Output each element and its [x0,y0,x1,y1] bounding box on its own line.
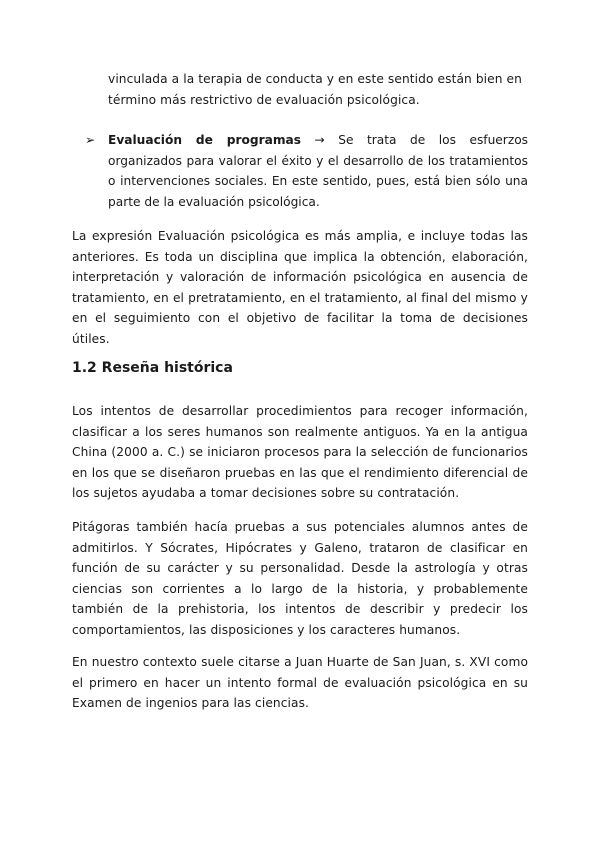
paragraph-pitagoras: Pitágoras también hacía pruebas a sus potenciales alumnos antes de admitirlos. Y Sócrates, Hipócrates y Galeno, trataron de clasificar en función de su carácter y su personalidad. Desde la astrología y otras ciencias son corrientes a lo largo de la historia, y probablemente también de la prehistoria, los intentos de describir y predecir los comportamientos, las disposiciones y los caracteres humanos. [72,520,528,637]
section-heading: 1.2 Reseña histórica [72,360,233,376]
bullet-text [108,130,528,212]
paragraph-evaluacion-definicion: La expresión Evaluación psicológica es más amplia, e incluye todas las anteriores. Es toda un disciplina que implica la obtención, elaboración, interpretación y valoración de información psicológica en ausencia de tratamiento, en el pretratamiento, en el tratamiento, al final del mismo y en el seguimiento con el objetivo de facilitar la toma de decisiones útiles. [72,229,528,346]
lead-paragraph: vinculada a la terapia de conducta y en este sentido están bien en término más restrictivo de evaluación psicológica. [108,72,522,107]
arrowhead-bullet-icon: ➢ [85,133,96,147]
paragraph-huarte: En nuestro contexto suele citarse a Juan Huarte de San Juan, s. XVI como el primero en hacer un intento formal de evaluación psicológica en su Examen de ingenios para las ciencias. [72,655,528,711]
bullet-description: Se trata de los esfuerzos organizados para valorar el éxito y el desarrollo de los tratamientos o intervenciones sociales. En este sentido, pues, está bien sólo una parte de la evaluación psicológica. [108,133,529,209]
bullet-term: Evaluación de programas [108,133,302,147]
right-arrow-icon: → [314,133,325,147]
paragraph-intentos-antiguos: Los intentos de desarrollar procedimientos para recoger información, clasificar a los seres humanos son realmente antiguos. Ya en la antigua China (2000 a. C.) se iniciaron procesos para la selección de funcionarios en los que se diseñaron pruebas en las que el rendimiento diferencial de los sujetos ayudaba a tomar decisiones sobre su contratación. [72,404,528,501]
